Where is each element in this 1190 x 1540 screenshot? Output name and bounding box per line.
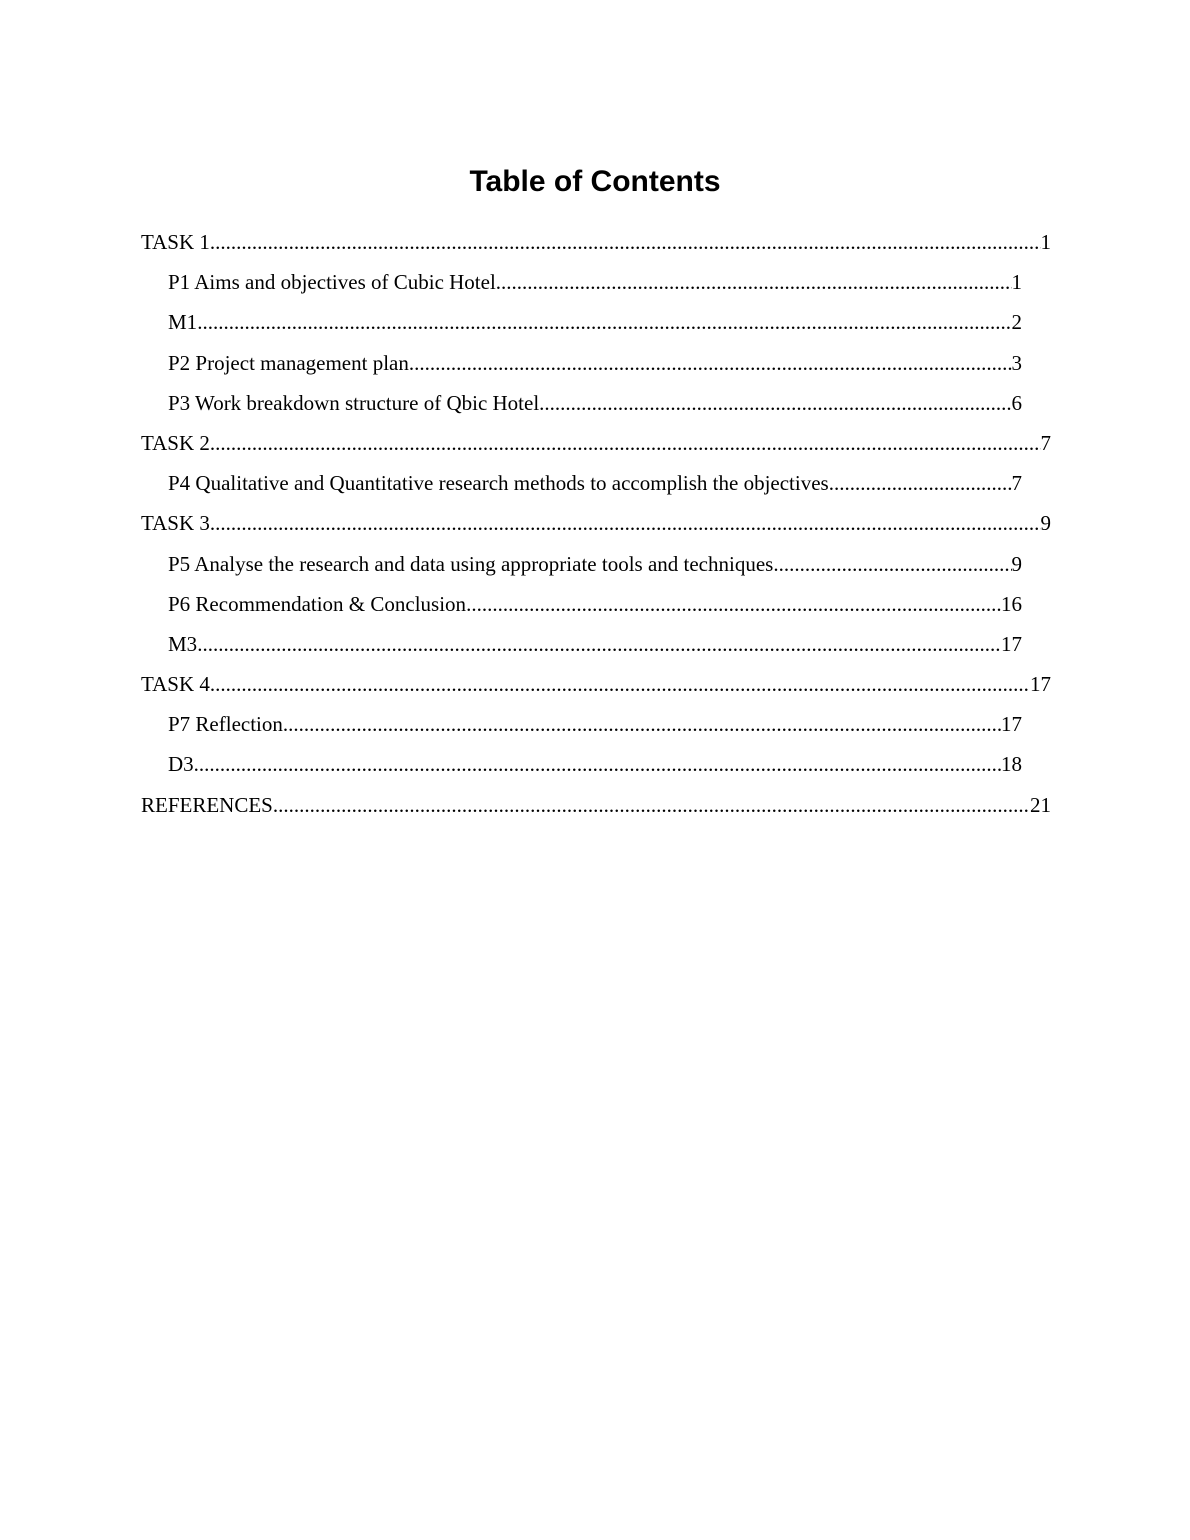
toc-entry[interactable] — [141, 584, 1051, 624]
toc-entry-page-number: 16 — [1001, 591, 1022, 616]
toc-leader-dots — [829, 463, 1012, 503]
toc-entry-label: REFERENCES — [141, 792, 273, 817]
toc-leader-dots — [283, 704, 1001, 744]
toc-entry[interactable] — [141, 222, 1051, 262]
toc-entry-label: P2 Project management plan — [168, 350, 409, 375]
toc-entry[interactable] — [141, 423, 1051, 463]
toc-entry-label: P1 Aims and objectives of Cubic Hotel — [168, 270, 496, 295]
toc-entry-page-number: 7 — [1011, 471, 1022, 496]
toc-leader-dots — [466, 584, 1001, 624]
toc-entry-label: P3 Work breakdown structure of Qbic Hotel. — [168, 390, 545, 415]
toc-entry-label: D3 — [168, 752, 194, 777]
toc-entry-label: TASK 3 — [141, 511, 210, 536]
toc-leader-dots — [544, 383, 1011, 423]
toc-entry[interactable] — [141, 262, 1051, 302]
toc-leader-dots — [197, 624, 1001, 664]
toc-entry[interactable] — [141, 624, 1051, 664]
toc-entry[interactable] — [141, 503, 1051, 543]
toc-entry-page-number: 7 — [1040, 430, 1051, 455]
toc-entry-label: P6 Recommendation & Conclusion — [168, 591, 467, 616]
toc-entry-page-number: 17 — [1030, 672, 1051, 697]
toc-entry[interactable] — [141, 302, 1051, 342]
toc-entry-page-number: 1 — [1040, 230, 1051, 254]
toc-entry-label: M3 — [168, 631, 198, 656]
toc-entry-label: M1 — [168, 310, 198, 335]
toc-leader-dots — [273, 785, 1030, 825]
toc-entry-page-number: 9 — [1040, 511, 1051, 536]
toc-entry[interactable] — [141, 463, 1051, 503]
toc-entry[interactable] — [141, 383, 1051, 423]
toc-list — [141, 222, 1051, 825]
toc-entry-page-number: 9 — [1011, 551, 1022, 576]
toc-entry[interactable] — [141, 785, 1051, 825]
toc-entry-page-number: 17 — [1001, 631, 1022, 656]
toc-leader-dots — [197, 302, 1011, 342]
toc-entry-page-number: 21 — [1030, 792, 1051, 817]
toc-entry-label: P5 Analyse the research and data using appropriate tools and techniques — [168, 551, 774, 576]
toc-leader-dots — [210, 664, 1030, 704]
toc-entry-page-number: 6 — [1011, 390, 1022, 415]
toc-entry[interactable] — [141, 664, 1051, 704]
toc-entry-page-number: 18 — [1001, 752, 1022, 777]
toc-entry-page-number: 17 — [1001, 712, 1022, 737]
toc-title: Table of Contents — [469, 165, 721, 198]
toc-entry[interactable] — [141, 744, 1051, 784]
toc-entry-page-number: 1 — [1011, 270, 1022, 295]
toc-leader-dots — [496, 262, 1012, 302]
toc-entry-label: TASK 2 — [141, 430, 210, 455]
toc-entry-label: P4 Qualitative and Quantitative research methods to accomplish the objectives — [168, 471, 829, 496]
toc-leader-dots — [210, 222, 1041, 262]
toc-entry-page-number: 2 — [1011, 310, 1022, 335]
toc-leader-dots — [210, 423, 1041, 463]
toc-leader-dots — [210, 503, 1041, 543]
toc-entry[interactable] — [141, 704, 1051, 744]
toc-leader-dots — [409, 343, 1012, 383]
toc-entry-label: TASK 1 — [141, 230, 210, 254]
toc-leader-dots — [773, 544, 1011, 584]
toc-leader-dots — [194, 744, 1001, 784]
toc-entry[interactable] — [141, 343, 1051, 383]
toc-entry-page-number: 3 — [1011, 350, 1022, 375]
toc-entry-label: P7 Reflection — [168, 712, 283, 737]
toc-entry-label: TASK 4 — [141, 672, 210, 697]
toc-entry[interactable] — [141, 544, 1051, 584]
